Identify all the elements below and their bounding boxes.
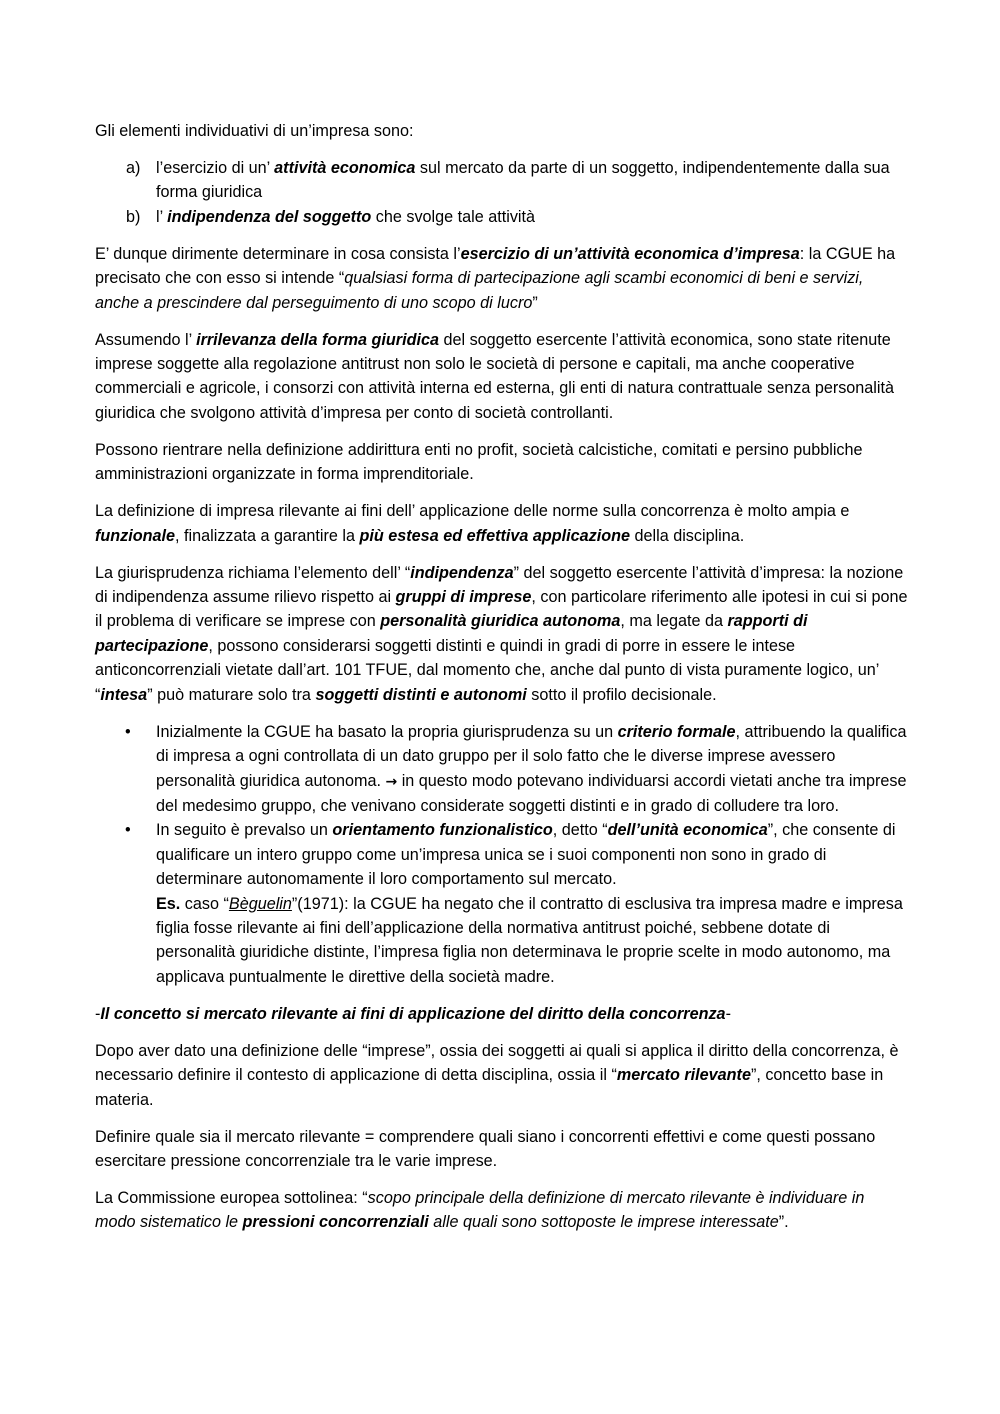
section-heading: -Il concetto si mercato rilevante ai fini di applicazione del diritto della concorrenza- — [95, 1004, 731, 1023]
legal-form-paragraph: Assumendo l’ irrilevanza della forma giuridica del soggetto esercente l’attività economica, sono state ritenute imprese soggette alla regolazione antitrust non solo le società di persone e capitali, ma anche cooperative commerciali e agricole, i consorzi con attività interna ed esterna, gli enti di natura contrattuale senza personalità giuridica che svolgono attività d’impresa per conto di società controllanti. — [95, 330, 895, 422]
example-label: Es. — [156, 894, 181, 913]
arrow-icon: → — [385, 773, 398, 790]
case-name-link: Bèguelin — [228, 894, 292, 913]
jurisprudence-list — [95, 720, 908, 989]
economic-activity-paragraph: E’ dunque dirimente determinare in cosa consista l’esercizio di un’attività economica d’impresa: la CGUE ha precisato che con esso si intende “qualsiasi forma di partecipazione agli scambi economici di beni e servizi, anche a prescindere dal perseguimento di uno scopo di lucro” — [95, 244, 896, 312]
bullet-item-formal-text: Inizialmente la CGUE ha basato la propria giurisprudenza su un criterio formale, attribuendo la qualifica di impresa a ogni controllata di un dato gruppo per il solo fatto che le diverse imprese avessero personalità giuridica autonoma. → in questo modo potevano individuarsi accordi vietati anche tra imprese del medesimo gruppo, che venivano considerate soggetti distinti e in grado di colludere tra loro. — [156, 722, 907, 815]
list-marker-a: a) — [126, 159, 141, 177]
non-profit-paragraph: Possono rientrare nella definizione addirittura enti no profit, società calcistiche, comitati e persino pubbliche amministrazioni organizzate in forma imprenditoriale. — [95, 440, 863, 484]
elements-list — [95, 156, 908, 229]
definition-paragraph: La definizione di impresa rilevante ai fini dell’ applicazione delle norme sulla concorrenza è molto ampia e funzionale, finalizzata a garantire la più estesa ed effettiva applicazione della disciplina. — [95, 502, 850, 545]
list-item-a-text: l’esercizio di un’ attività economica sul mercato da parte di un soggetto, indipendentemente dalla sua forma giuridica — [156, 159, 890, 202]
bullet-item-formal — [95, 720, 908, 819]
list-item-b-text: l’ indipendenza del soggetto che svolge tale attività — [156, 207, 536, 226]
list-marker-b: b) — [126, 207, 141, 226]
relevant-market-paragraph: Dopo aver dato una definizione delle “imprese”, ossia dei soggetti ai quali si applica il diritto della concorrenza, è necessario definire il contesto di applicazione di detta disciplina, ossia il “mercato rilevante”, concetto base in materia. — [95, 1041, 899, 1109]
commission-quote-paragraph: La Commissione europea sottolinea: “scopo principale della definizione di mercato rilevante è individuare in modo sistematico le pressioni concorrenziali alle quali sono sottoposte le imprese interessate”. — [95, 1188, 865, 1232]
competitors-paragraph: Definire quale sia il mercato rilevante = comprendere quali siano i concorrenti effettivi e come questi possano esercitare pressione concorrenziale tra le varie imprese. — [95, 1127, 876, 1170]
bullet-marker: • — [125, 821, 131, 840]
list-item-b — [95, 205, 908, 229]
intro-paragraph: Gli elementi individuativi di un’impresa sono: — [95, 122, 414, 140]
bullet-marker: • — [125, 722, 131, 741]
bullet-item-functional-text: In seguito è prevalso un orientamento funzionalistico, detto “dell’unità economica”, che consente di qualificare un intero gruppo come un’impresa unica se i suoi componenti non sono in grado di determinare autonomamente il loro comportamento sul mercato. Es. caso “Bèguelin”(1971): la CGUE ha negato che il contratto di esclusiva tra impresa madre e impresa figlia fosse rilevante ai fini dell’applicazione della normativa antitrust poiché, sebbene dotate di personalità giuridiche distinte, l’impresa figlia non determinava le proprie scelte in modo autonomo, ma applicava puntualmente le direttive della società madre. — [156, 821, 903, 986]
independence-paragraph: La giurisprudenza richiama l’elemento dell’ “indipendenza” del soggetto esercente l’attività d’impresa: la nozione di indipendenza assume rilievo rispetto ai gruppi di imprese, con particolare riferimento alle ipotesi in cui si pone il problema di verificare se imprese con personalità giuridica autonoma, ma legate da rapporti di partecipazione, possono considerarsi soggetti distinti e quindi in gradi di porre in essere le intese anticoncorrenziali vietate dall’art. 101 TFUE, dal momento che, anche dal punto di vista puramente logico, un’ “intesa” può maturare solo tra soggetti distinti e autonomi sotto il profilo decisionale. — [95, 563, 908, 704]
bullet-item-functional — [95, 818, 908, 989]
list-item-a — [95, 156, 908, 205]
